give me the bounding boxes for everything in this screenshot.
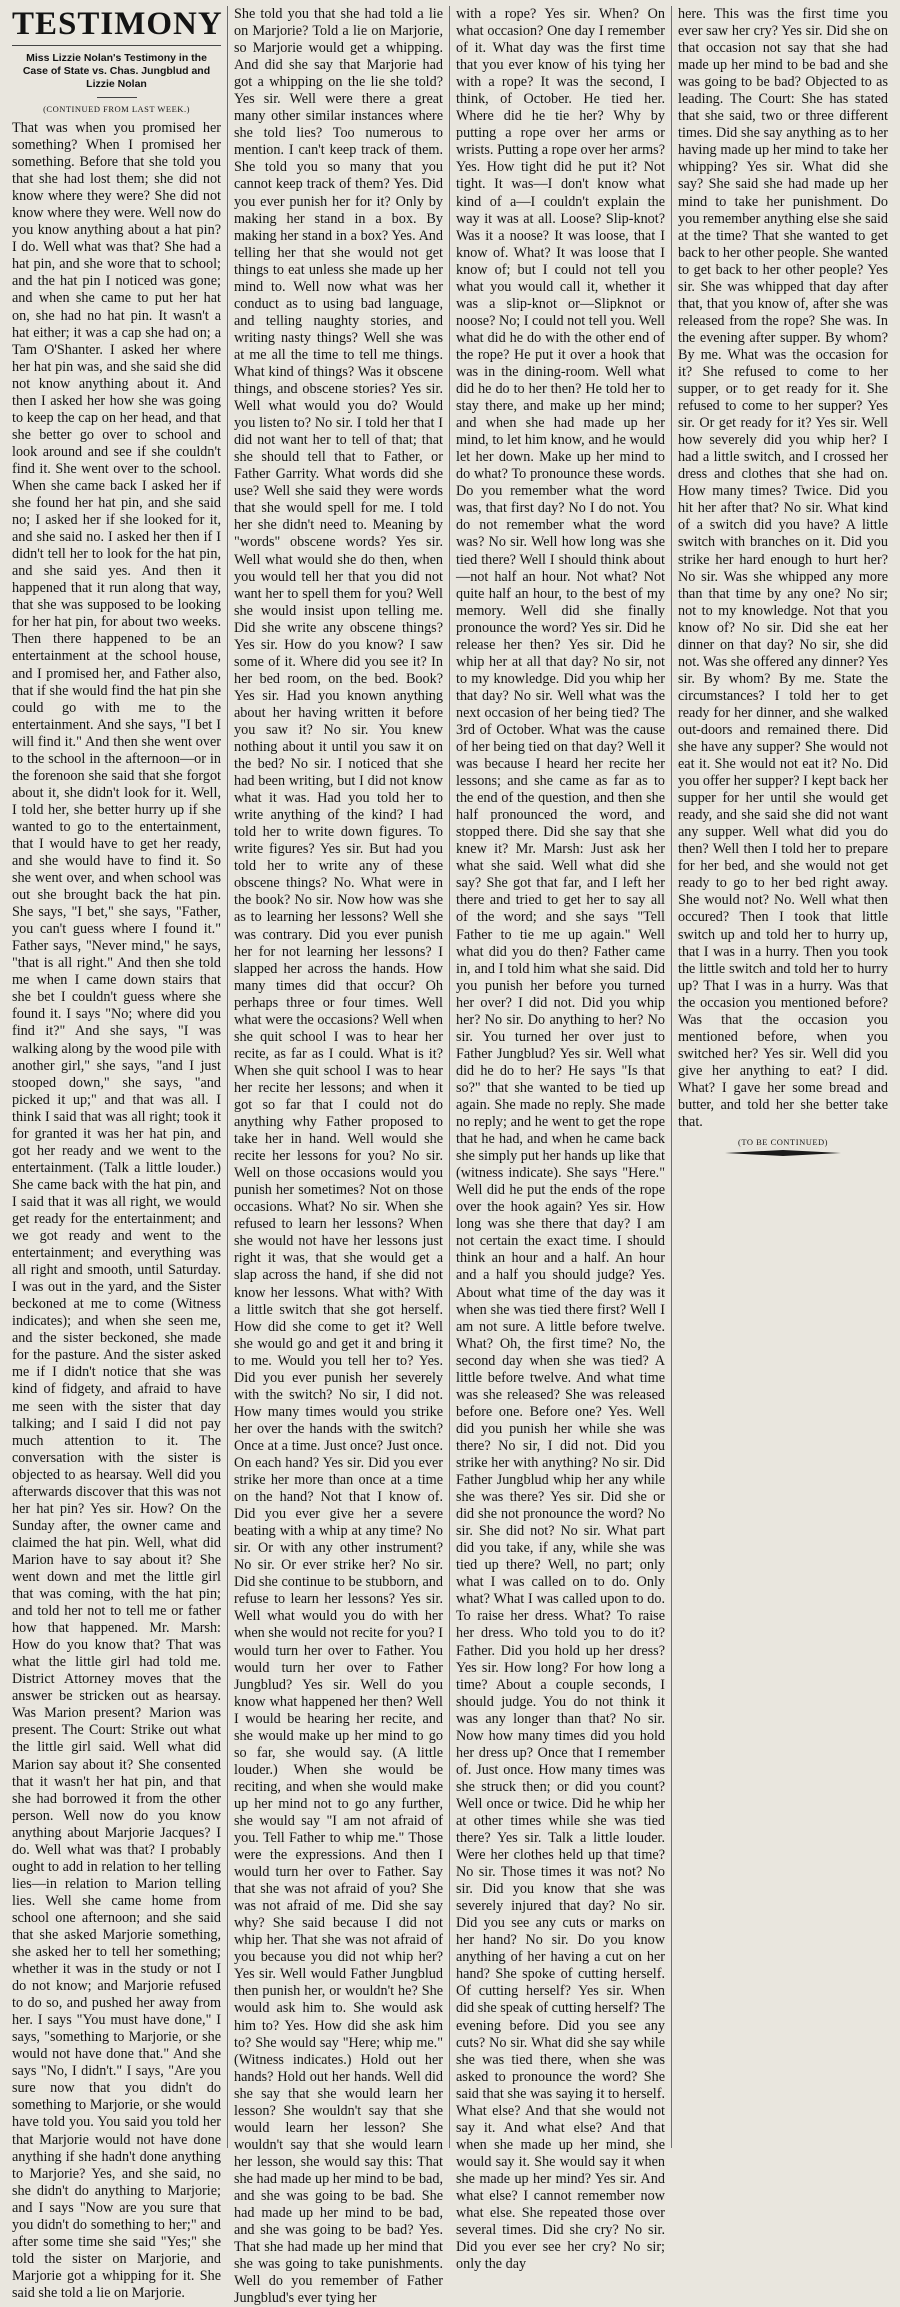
- column-text: with a rope? Yes sir. When? On what occasion? One day I remember of it. What day was the first time that you ever know of his tying her with a rope? It was the second, I think, of October. He tied her. Where did he tie her? Why by putting a rope over her arms or wrists. Putting a rope over her arms? Yes. How tight did he put it? Not tight. It was—I don't know what kind of a—I couldn't explain the way it was at all. Loose? Slip-knot? Was it a noose? It was loose, that I know of. What? It was loose that I know of; but I could not tell you what you would call it, whether it was a slip-knot or—Slipknot or noose? No; I could not tell you. Well what did he do with the other end of the rope? He put it over a hook that was in the dining-room. Well what did he do to her then? He told her to stay there, and make up her mind; and when she had made up her mind, to let him know, and he would let her down. Make up her mind to do what? To pronounce these words. Do you remember what the word was, that first day? No I do not. You do not remember what the word was? No sir. Well how long was she tied there? Well I should think about—not half an hour. Not what? Not quite half an hour, to the best of my memory. Well did she finally pronounce the word? Yes sir. Did he release her then? Yes sir. Did he whip her at all that day? No sir, not to my knowledge. Did you whip her that day? No sir. Well what was the next occasion of her being tied? The 3rd of October. What was the cause of her being tied on that day? Well it was because I heard her recite her lessons; and she came as far as to the end of the question, and then she half pronounced the word, and stopped there. Did she say that she knew it? Mr. Marsh: Just ask her what she said. Well what did she say? She got that far, and I left her there and tried to get her to say all of the word; and she says "Tell Father to tie me up again." Well what did you do then? Father came in, and I told him what she said. Did you punish her before you turned her over? I did not. Did you whip her? No sir. Do anything to her? No sir. You turned her over just to Father Jungblud? Yes sir. Well what did he do to her? He says "Is that so?" that she wanted to be tied up again. She made no reply. She made no reply; and he went to get the rope that he had, and when he came back she simply put her hands up like that (witness indicate). She says "Here." Well did he put the ends of the rope over the hook again? Yes sir. How long was she there that day? I am not certain the exact time. I should think an hour and a half. An hour and a half you should judge? Yes. About what time of the day was it when she was tied there first? Well I am not sure. A little before twelve. What? Oh, the first time? No, the second day when she was tied? A little before twelve. And what time was she released? She was released before one. Before one? Yes. Well did you punish her while she was there? No sir, I did not. Did you strike her with anything? No sir. Did Father Jungblud whip her any while she was there? Yes sir. Did she or did she not pronounce the word? No sir. She did not? No sir. What part did you take, if any, while she was tied up there? Well, no part; only what I was called on to do. Only what? What I was called upon to do. To raise her dress. What? To raise her dress. Who told you to do it? Father. Did you hold up her dress? Yes sir. How long? For how long a time? About a couple seconds, I should judge. You do not think it was any longer than that? No sir. Now how many times did you hold her dress up? Once that I remember of. Just once. How many times was she struck then; or did you count? Well once or twice. Did he whip her at other times while she was tied there? Yes sir. Talk a little louder. Were her clothes held up that time? No sir. Those times it was not? No sir. Did you know that she was severely injured that day? No sir. Did you see any cuts or marks on her hand? No sir. Do you know anything of her having a cut on her hand? She spoke of cutting herself. Of cutting herself? Yes sir. When did she speak of cutting herself? The evening before. Did you see any cuts? No sir. What did she say while she was tied there, when she was asked to pronounce the word? She said that she was saying it to herself. What else? And that she would not say it. And what else? And that when she made up her mind, she would say it. She would say it when she made up her mind? Yes sir. And what else? I cannot remember now what else. She repeated those over several times. Did she cry? No sir. Did you ever see her cry? No sir; only the day: [456, 6, 666, 2273]
- column-2: [228, 6, 450, 2307]
- to-be-continued-note: (TO BE CONTINUED): [737, 1137, 829, 1148]
- column-4: [672, 6, 894, 2148]
- column-text: That was when you promised her something? When I promised her something. Before that she told you that she had lost them; she did not know where they were? She did not know where they were. Well now do you know anything about a hat pin? I do. Well what was that? She had a hat pin, and she wore that to school; and the hat pin I noticed was gone; and when she came to put her hat on, she had no hat pin. It wasn't a hat either; it was a cap she had on; a Tam O'Shanter. I asked her where her hat pin was, and she said she did not know anything about it. And then I asked her how she was going to keep the cap on her head, and that she better go over to school and look around and see if she couldn't find it. She went over to the school. When she came back I asked her if she found her hat pin, and she said no; I asked her if she looked for it, and she said no. I asked her then if I didn't tell her to look for the hat pin, and she said yes. And then it happened that it run along that way, that she was supposed to be looking for her hat pin, for about two weeks. Then there happened to be an entertainment at the school house, and I promised her, and Father also, that if she would find the hat pin she could go with me to the entertainment. And she says, "I bet I will find it." And then she went over to the school in the afternoon—or in the forenoon she said that she forgot about it, she didn't look for it. Well, I told her, she better hurry up if she wanted to go to the entertainment, that I would have to get her ready, and she would have to find it. So she went over, and when school was out she brought back the hat pin. She says, "I bet," she says, "Father, you can't guess where I found it." Father says, "Never mind," he says, "that is all right." And then she told me when I came down stairs that she bet I couldn't guess where she found it. I says "No; where did you find it?" And she says, "I was walking along by the wood pile with another girl," she says, "and I just stooped down," she says, "and picked it up;" and that was all. I think I said that was all right; took it for granted it was her hat pin, and got her ready and we went to the entertainment. (Talk a little louder.) She came back with the hat pin, and I said that it was all right, we would get ready for the entertainment; and we got ready and went to the entertainment; and everything was all right and smooth, until Saturday. I was out in the yard, and the Sister beckoned at me to come (Witness indicates); and when she seen me, and the sister beckoned, she made for the pasture. And the sister asked me if I didn't notice that she was kind of fidgety, and afraid to have me seen with the sister that day talking; and I said I did not pay much attention to it. The conversation with the sister is objected to as hearsay. Well did you afterwards discover that this was not her hat pin? Yes sir. How? On the Sunday after, the owner came and claimed the hat pin. Well, what did Marion have to say about it? She went down and met the little girl that was coming, with the hat pin; and told her not to tell me or father how that happened. Mr. Marsh: How do you know that? That was what the little girl had told me. District Attorney moves that the answer be stricken out as hearsay. Was Marion present? Marion was present. The Court: Strike out what the little girl said. Well what did Marion say about it? She consented that it wasn't her hat pin, and that she had borrowed it from the other person. Well now do you know anything about Marjorie Jacques? I do. Well what was that? I probably ought to add in relation to her telling lies—in relation to Marion telling lies. Well she came home from school one afternoon; and she said that she asked Marjorie something, she asked her to tell her something; whether it was in the study or not I do not know; and Marjorie refused to do so, and pushed her away from her. I says "You must have done," I says, "something to Marjorie, or she would not have done that." And she says "No, I didn't." I says, "Are you sure now that you didn't do something to Marjorie, or she would have told you. You said you told her that Marjorie would not have done anything if she hadn't done anything to Marjorie? Yes, and she said, no she didn't do anything to Marjorie; and I says "Now are you sure that you didn't do something to her;" and after some time she said "Yes;" she told the sister on Marjorie, and Marjorie got a whipping for it. She said she told a lie on Marjorie.: [12, 120, 221, 2301]
- article-subhead: Miss Lizzie Nolan's Testimony in the Case of State vs. Chas. Jungblud and Lizzie Nolan: [22, 52, 211, 90]
- column-text: here. This was the first time you ever saw her cry? Yes sir. Did she on that occasion not say that she had made up her mind to be bad and she was going to be bad? Objected to as leading. The Court: She has stated that she said, two or three different times. Did she say anything as to her having made up her mind to take her whipping? Yes sir. What did she say? She said she had made up her mind to take her punishment. Do you remember anything else she said at the time? That she wanted to get back to her other people. She wanted to get back to her other people? Yes sir. She was whipped that day after that, that you know of, after she was released from the rope? She was. In the evening after supper. By whom? By me. What was the occasion for it? She refused to come to her supper, or to get ready for it. She refused to come to her supper? Yes sir. Or get ready for it? Yes sir. Well how severely did you whip her? I had a little switch, and I crossed her dress and clothes that she had on. How many times? Twice. Did you hit her after that? No sir. What kind of a switch did you have? A little switch with branches on it. Did you strike her hard enough to hurt her? No sir. Was she whipped any more than that time by any one? No sir; not to my knowledge. Not that you know of? No sir. Did she eat her dinner on that day? No sir, she did not. Was she offered any dinner? Yes sir. By whom? By me. State the circumstances? I told her to get ready for her dinner, and she walked out-doors and remained there. Did she have any supper? She would not eat it. She would not eat it? No. Did you offer her supper? I kept back her supper for her until she would get ready, and she said she did not want any supper. Well what did you do then? Well then I told her to prepare for her bed, and she would not get ready to go to her bed right away. She would not? No. Well what then occured? Then I took that little switch up and told her to hurry up, that I was in a hurry. Then you took the little switch and told her to hurry up? That I was in a hurry. Was that the occasion you mentioned before? Was that the occasion you mentioned before, when you switched her? Yes sir. Well did you give her anything to eat? I did. What? I gave her some bread and butter, and told her she better take that.: [678, 6, 888, 1131]
- column-text: She told you that she had told a lie on Marjorie? Told a lie on Marjorie, so Marjorie would get a whipping. And did she say that Marjorie had got a whipping on the lie she told? Yes sir. Well were there a great many other similar instances where she told lies? Too numerous to mention. I can't keep track of them. She told you so many that you cannot keep track of them? Yes. Did you ever punish her for it? Only by making her stand in a box. By making her stand in a box? Yes. And telling her that she would not get things to eat unless she made up her mind to. Well now what was her conduct as to using bad language, and telling naughty stories, and writing nasty things? Well she was at me all the time to tell me things. What kind of things? Was it obscene things, and obscene stories? Yes sir. Well what would you do? Would you listen to? No sir. I told her that I did not want her to tell of that; that she should tell that to Father, or Father Garrity. What words did she use? Well she said they were words that she would spell for me. I told her she didn't need to. Meaning by "words" obscene words? Yes sir. Well what would she do then, when you would tell her that you did not want her to spell them for you? Well she would insist upon telling me. Did she write any obscene things? Yes sir. How do you know? I saw some of it. Where did you see it? In her bed room, on the bed. Book? Yes sir. Had you known anything about her having written it before you saw it? No sir. You knew nothing about it until you saw it on the bed? No sir. I noticed that she had been writing, but I did not know what it was. Had you told her to write anything of the kind? I had told her to write down figures. To write figures? Yes sir. But had you told her to write any of these obscene things? No. What were in the book? No sir. Now how was she as to learning her lessons? Well she was contrary. Did you ever punish her for not learning her lessons? I slapped her across the hands. How many times did that occur? Oh perhaps three or four times. Well what were the occasions? Well when she quit school I was to hear her recite, as far as I could. What is it? When she quit school I was to hear her recite her lessons; and when it got so far that I could not do anything why Father proposed to take her in hand. Well would she recite her lessons for you? No sir. Well on those occasions would you punish her sometimes? Not on those occasions. What? No sir. When she refused to learn her lessons? When she would not have her lessons just right it was, that she would get a slap across the hand, if she did not know her lessons. What with? With a little switch that she got herself. How did she come to get it? Well she would go and get it and bring it to me. Would you tell her to? Yes. Did you ever punish her severely with the switch? No sir, I did not. How many times would you strike her over the hands with the switch? Once at a time. Just once? Just once. On each hand? Yes sir. Did you ever strike her more than once at a time on the hand? Not that I know of. Did you ever give her a severe beating with a whip at any time? No sir. Or with any other instrument? No sir. Or ever strike her? No sir. Did she continue to be stubborn, and refuse to learn her lessons? Yes sir. Well what would you do with her when she would not recite for you? I would turn her over to Father. You would turn her over to Father Jungblud? Yes sir. Well do you know what happened her then? Well I would be hearing her recite, and she would make up her mind to go so far, she would say. (A little louder.) When she would be reciting, and when she would make up her mind not to go any further, she would say "I am not afraid of you. Tell Father to whip me." Those were the expressions. And then I would turn her over to Father. Say that she was not afraid of you? She was not afraid of me. Did she say why? She said because I did not whip her. That she was not afraid of you because you did not whip her? Yes sir. Well would Father Jungblud then punish her, or wouldn't he? She would ask him to. She would ask him to? Yes. How did she ask him to? She would say "Here; whip me." (Witness indicates.) Hold out her hands? Hold out her hands. Well did she say that she would learn her lesson? She wouldn't say that she would learn her lesson? She wouldn't say that she would learn her lesson, she would say this: That she had made up her mind to be bad, and she was going to be bad. She had made up her mind to be bad, and she was going to be bad? Yes. That she had made up her mind that she was going to take punishments. Well do you remember of Father Jungblud's ever tying her: [234, 6, 443, 2307]
- end-ornament-icon: [723, 1149, 843, 1157]
- column-1: [6, 6, 228, 2301]
- subhead-divider: [97, 97, 137, 98]
- column-3: [450, 6, 672, 2273]
- continued-note: (CONTINUED FROM LAST WEEK.): [43, 104, 190, 114]
- article-masthead: TESTIMONY: [12, 6, 221, 46]
- article-columns: [6, 6, 894, 2307]
